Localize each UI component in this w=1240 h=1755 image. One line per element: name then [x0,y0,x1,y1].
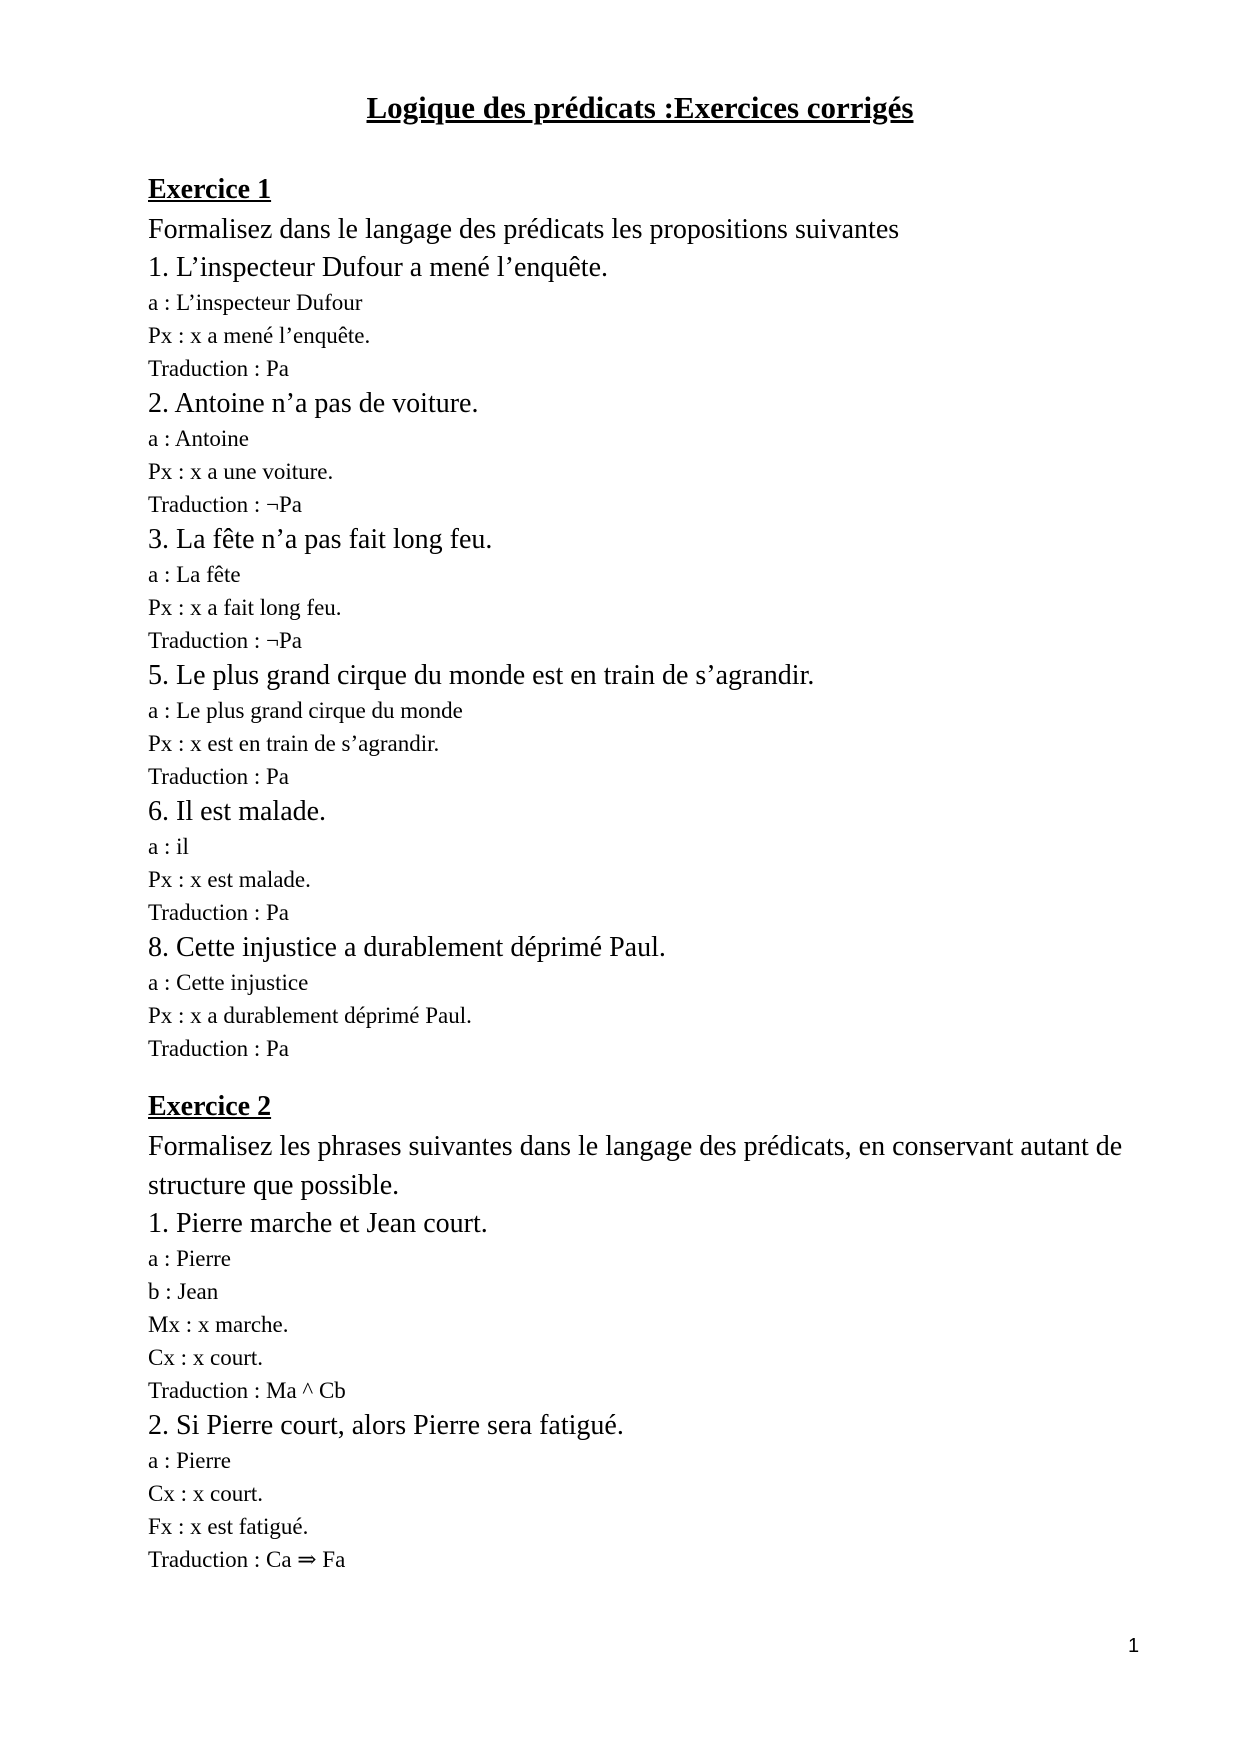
exercise-item [148,1205,1148,1407]
item-line: Mx : x marche. [148,1312,289,1337]
item-line: Px : x a mené l’enquête. [148,323,371,348]
item-question: 2. Antoine n’a pas de voiture. [148,388,479,419]
exercise-1 [148,170,1148,1065]
exercise-item [148,793,1148,929]
item-line: Cx : x court. [148,1345,263,1370]
item-question: 1. Pierre marche et Jean court. [148,1208,488,1239]
document-body [148,170,1148,1576]
item-line: Px : x est en train de s’agrandir. [148,731,440,756]
item-question: 8. Cette injustice a durablement déprimé Paul. [148,932,666,963]
item-line: Px : x a durablement déprimé Paul. [148,1003,472,1028]
item-line: a : Le plus grand cirque du monde [148,698,463,723]
exercise-heading: Exercice 2 [148,1091,272,1122]
item-line: a : Pierre [148,1246,232,1271]
item-question: 6. Il est malade. [148,796,327,827]
item-line: Px : x a fait long feu. [148,595,342,620]
exercise-instruction: Formalisez dans le langage des prédicats les propositions suivantes [148,214,900,245]
item-line: b : Jean [148,1279,219,1304]
item-line: a : L’inspecteur Dufour [148,290,363,315]
exercise-item [148,929,1148,1065]
item-line: a : Pierre [148,1448,232,1473]
item-translation: Traduction : ¬Pa [148,628,302,653]
item-line: Cx : x court. [148,1481,263,1506]
item-translation: Traduction : Ma ^ Cb [148,1378,346,1403]
item-line: a : Cette injustice [148,970,309,995]
exercise-item [148,657,1148,793]
page-number: 1 [1128,1635,1140,1657]
item-question: 2. Si Pierre court, alors Pierre sera fatigué. [148,1410,624,1441]
item-line: Px : x a une voiture. [148,459,334,484]
item-line: Fx : x est fatigué. [148,1514,309,1539]
item-translation: Traduction : ¬Pa [148,492,302,517]
item-question: 5. Le plus grand cirque du monde est en train de s’agrandir. [148,660,815,691]
exercise-2 [148,1087,1148,1576]
item-translation: Traduction : Pa [148,1036,289,1061]
item-line: Px : x est malade. [148,867,311,892]
exercise-item [148,385,1148,521]
exercise-item [148,521,1148,657]
item-translation: Traduction : Pa [148,900,289,925]
exercise-item [148,249,1148,385]
item-question: 1. L’inspecteur Dufour a mené l’enquête. [148,252,609,283]
item-translation: Traduction : Ca ⇒ Fa [148,1547,346,1572]
item-translation: Traduction : Pa [148,356,289,381]
exercise-item [148,1407,1148,1576]
item-line: a : il [148,834,189,859]
item-line: a : La fête [148,562,241,587]
item-translation: Traduction : Pa [148,764,289,789]
item-question: 3. La fête n’a pas fait long feu. [148,524,493,555]
exercise-instruction: Formalisez les phrases suivantes dans le langage des prédicats, en conservant autant de structure que possible. [148,1131,1123,1201]
item-line: a : Antoine [148,426,249,451]
page-title: Logique des prédicats :Exercices corrigés [366,90,914,125]
exercise-heading: Exercice 1 [148,174,272,205]
